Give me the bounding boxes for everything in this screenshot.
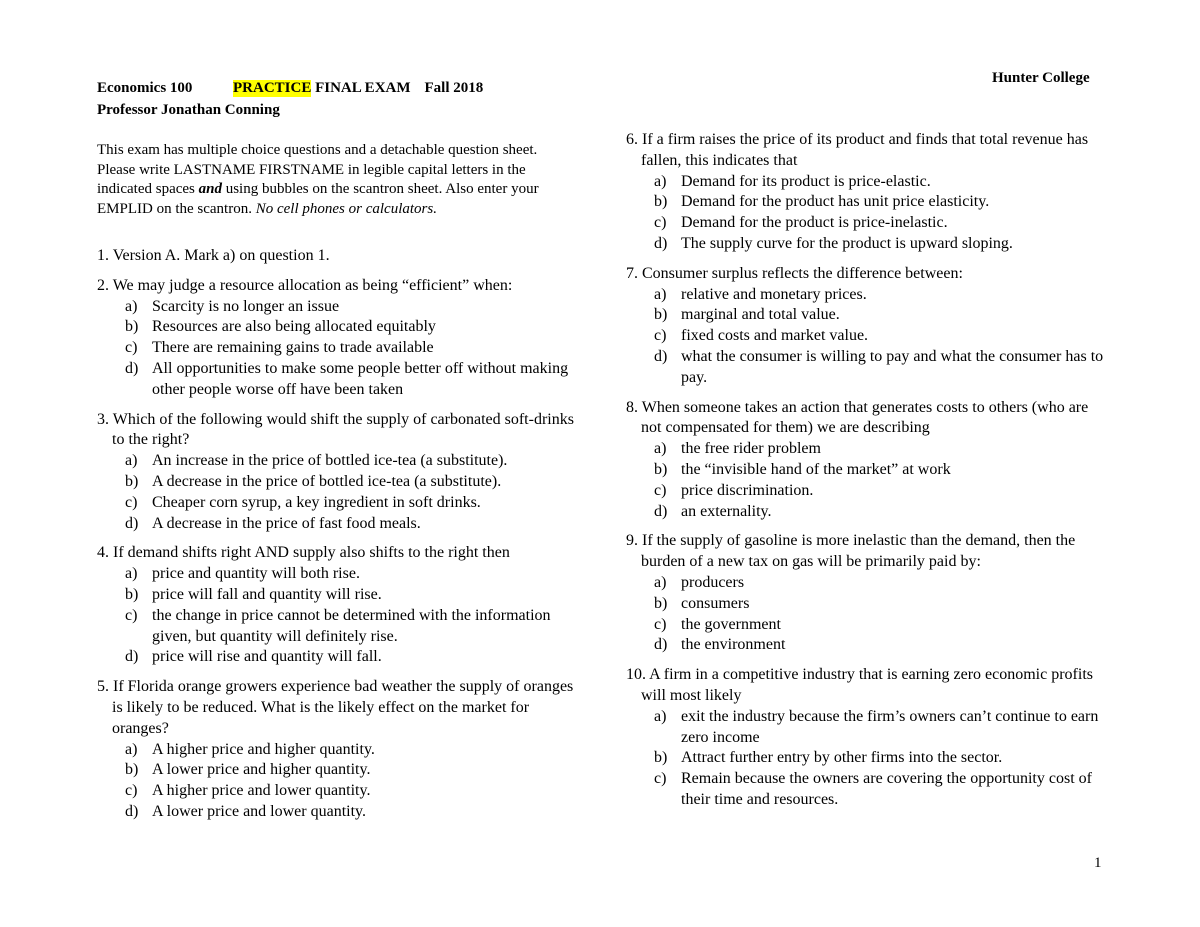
exam-instructions [97,141,577,219]
option-text: an externality. [681,502,772,520]
question-text: 8. When someone takes an action that generates costs to others (who are not compensated for them) we are describing [626,398,1089,437]
answer-option [97,359,575,401]
option-text: the free rider problem [681,440,821,458]
answer-option [97,802,575,823]
option-text: producers [681,573,745,591]
option-letter: c) [125,606,138,624]
option-text: An increase in the price of bottled ice-tea (a substitute). [152,452,508,470]
question-item [97,246,575,267]
option-text: Demand for its product is price-elastic. [681,172,931,190]
option-letter: a) [125,565,138,583]
answer-option [97,514,575,535]
option-letter: a) [654,440,667,458]
answer-option [626,707,1104,749]
answer-option [626,213,1104,234]
option-text: consumers [681,594,750,612]
option-text: the environment [681,636,786,654]
answer-option [97,297,575,318]
answer-option [97,451,575,472]
question-item [626,130,1104,255]
answer-option [626,234,1104,255]
question-text: 4. If demand shifts right AND supply also shifts to the right then [97,544,510,562]
answer-option [626,285,1104,306]
professor-name: Professor Jonathan Conning [97,102,280,118]
answer-option [97,564,575,585]
option-text: exit the industry because the firm’s owners can’t continue to earn zero income [681,707,1099,746]
option-letter: d) [125,514,139,532]
option-letter: a) [654,707,667,725]
question-text: 2. We may judge a resource allocation as being “efficient” when: [97,276,513,294]
answer-option [626,347,1104,389]
question-item [626,398,1104,523]
answer-option [97,472,575,493]
answer-option [626,172,1104,193]
answer-option [626,460,1104,481]
option-letter: c) [654,481,667,499]
option-letter: c) [125,493,138,511]
answer-option [626,326,1104,347]
question-text: 9. If the supply of gasoline is more inelastic than the demand, then the burden of a new tax on gas will be primarily paid by: [626,532,1076,571]
question-text: 3. Which of the following would shift the supply of carbonated soft-drinks to the right? [97,410,574,449]
option-text: fixed costs and market value. [681,327,869,345]
option-letter: c) [125,339,138,357]
answer-option [97,338,575,359]
option-text: price and quantity will both rise. [152,565,360,583]
option-letter: d) [654,234,668,252]
option-text: All opportunities to make some people better off without making other people worse off have been taken [152,359,569,398]
option-text: Attract further entry by other firms into the sector. [681,749,1003,767]
instructions-emphasis: and [198,181,222,197]
answer-option [626,502,1104,523]
option-letter: a) [654,172,667,190]
option-text: the change in price cannot be determined with the information given, but quantity will definitely rise. [152,606,551,645]
answer-option [626,481,1104,502]
question-item [626,264,1104,389]
option-letter: c) [125,782,138,800]
option-text: Demand for the product has unit price elasticity. [681,193,990,211]
answer-option [97,493,575,514]
option-letter: c) [654,770,667,788]
option-letter: b) [125,318,139,336]
term: Fall 2018 [424,80,484,96]
option-text: price will fall and quantity will rise. [152,585,382,603]
option-text: relative and monetary prices. [681,285,867,303]
option-letter: b) [654,306,668,324]
page-number: 1 [1094,855,1102,871]
option-letter: b) [125,585,139,603]
option-letter: b) [654,193,668,211]
option-text: the “invisible hand of the market” at work [681,460,951,478]
question-item [626,665,1104,811]
answer-option [97,781,575,802]
college-name: Hunter College [992,70,1090,86]
option-text: A decrease in the price of bottled ice-tea (a substitute). [152,472,502,490]
option-letter: b) [125,761,139,779]
option-text: A lower price and lower quantity. [152,802,367,820]
answer-option [97,585,575,606]
option-letter: d) [125,802,139,820]
option-text: the government [681,615,781,633]
question-text: 10. A firm in a competitive industry that is earning zero economic profits will most likely [626,666,1093,704]
course-title: Economics 100 [97,80,193,96]
option-text: The supply curve for the product is upward sloping. [681,234,1013,252]
option-letter: c) [654,615,667,633]
instructions-no-phones: No cell phones or calculators. [255,200,437,217]
option-letter: b) [654,594,668,612]
option-text: price will rise and quantity will fall. [152,648,382,666]
question-item [97,410,575,535]
option-text: A higher price and higher quantity. [152,740,375,758]
answer-option [97,760,575,781]
answer-option [626,615,1104,636]
exam-title: FINAL EXAM [315,80,411,96]
answer-option [626,192,1104,213]
option-text: There are remaining gains to trade available [152,339,434,357]
question-text: 1. Version A. Mark a) on question 1. [97,247,330,264]
option-letter: b) [125,472,139,490]
right-question-column [626,130,1104,820]
option-letter: a) [125,297,138,315]
option-text: A lower price and higher quantity. [152,761,371,779]
option-text: Scarcity is no longer an issue [152,297,340,315]
question-item [97,276,575,401]
option-text: Remain because the owners are covering the opportunity cost of their time and resources. [681,770,1092,808]
answer-option [626,769,1104,811]
question-text: 7. Consumer surplus reflects the difference between: [626,264,963,282]
answer-option [626,439,1104,460]
option-letter: c) [654,327,667,345]
instructions-text-2: using bubbles on the scantron sheet. Also enter your EMPLID on the scantron. [97,181,539,217]
option-letter: d) [654,502,668,520]
answer-option [626,748,1104,769]
answer-option [626,305,1104,326]
option-letter: a) [125,740,138,758]
option-text: Demand for the product is price-inelastic. [681,214,948,232]
option-letter: c) [654,214,667,232]
option-text: Resources are also being allocated equitably [152,318,436,336]
option-letter: a) [654,285,667,303]
option-text: A higher price and lower quantity. [152,782,371,800]
answer-option [97,647,575,668]
option-text: Cheaper corn syrup, a key ingredient in soft drinks. [152,493,481,511]
answer-option [626,594,1104,615]
instructions-text-1: This exam has multiple choice questions and a detachable question sheet. Please write LASTNAME FIRSTNAME in legible capital letters in the indicated spaces [97,142,538,197]
answer-option [97,740,575,761]
answer-option [626,573,1104,594]
option-text: A decrease in the price of fast food meals. [152,514,421,532]
answer-option [626,635,1104,656]
question-item [97,543,575,668]
answer-option [97,606,575,648]
option-letter: d) [125,359,139,377]
question-item [626,531,1104,656]
option-letter: b) [654,749,668,767]
answer-option [97,317,575,338]
option-text: price discrimination. [681,481,814,499]
option-text: what the consumer is willing to pay and what the consumer has to pay. [681,347,1104,386]
option-letter: d) [654,636,668,654]
option-letter: a) [125,452,138,470]
option-letter: d) [125,648,139,666]
option-text: marginal and total value. [681,306,840,324]
left-question-column [97,246,575,832]
question-item [97,677,575,823]
option-letter: b) [654,460,668,478]
option-letter: a) [654,573,667,591]
option-letter: d) [654,347,668,365]
question-text: 6. If a firm raises the price of its product and finds that total revenue has fallen, this indicates that [626,131,1089,169]
practice-highlight: PRACTICE [233,80,312,96]
exam-header [97,80,483,97]
question-text: 5. If Florida orange growers experience bad weather the supply of oranges is likely to be reduced. What is the likely effect on the market for oranges? [97,678,574,737]
